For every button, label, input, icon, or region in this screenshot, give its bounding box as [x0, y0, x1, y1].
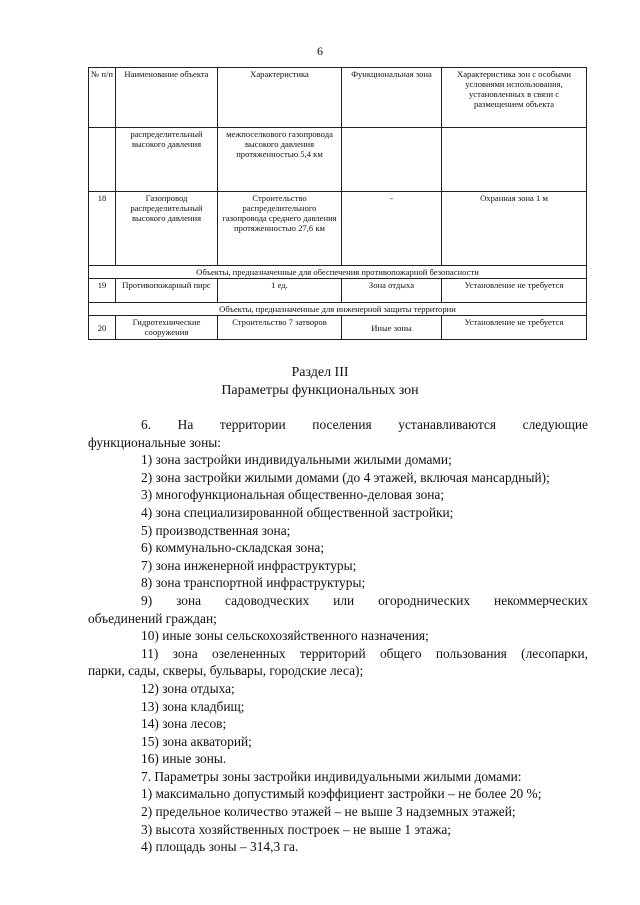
section-engineering-protection: Объекты, предназначенные для инженерной защиты территории — [89, 303, 587, 316]
list-item: 15) зона акваторий; — [141, 733, 252, 749]
cell-num: 20 — [89, 316, 116, 340]
paragraph-6-line1: 6. На территории поселения устанавливаются следующие — [141, 417, 588, 432]
header-zone: Функциональная зона — [342, 68, 442, 128]
cell-name: Противопожарный пирс — [116, 279, 218, 303]
list-item: 12) зона отдыха; — [141, 680, 235, 696]
table-section-row — [89, 303, 587, 316]
table-row — [89, 128, 587, 192]
list-item: 13) зона кладбищ; — [141, 698, 245, 714]
list-item: 4) площадь зоны – 314,3 га. — [141, 839, 299, 855]
list-item: 5) производственная зона; — [141, 522, 291, 538]
list-item: 7) зона инженерной инфраструктуры; — [141, 557, 357, 573]
cell-zone: Иные зоны — [342, 316, 442, 340]
list-item: 1) максимально допустимый коэффициент застройки – не более 20 %; — [141, 786, 542, 802]
cell-name: Газопровод распределительный высокого давления — [116, 192, 218, 266]
list-item: 2) зона застройки жилыми домами (до 4 этажей, включая мансардный); — [141, 469, 550, 485]
cell-special: Установление не требуется — [442, 316, 587, 340]
cell-characteristic: Строительство распределительного газопровода среднего давления протяженностью 27,6 км — [218, 192, 342, 266]
list-item: 2) предельное количество этажей – не выше 3 надземных этажей; — [141, 804, 516, 820]
list-item: 4) зона специализированной общественной застройки; — [141, 504, 454, 520]
header-special-conditions: Характеристика зон с особыми условиями использования, установленных в связи с размещением объекта — [442, 68, 587, 128]
section-fire-safety: Объекты, предназначенные для обеспечения противопожарной безопасности — [89, 266, 587, 279]
header-characteristic: Характеристика — [218, 68, 342, 128]
cell-special: Установление не требуется — [442, 279, 587, 303]
header-name: Наименование объекта — [116, 68, 218, 128]
list-item: 6) коммунально-складская зона; — [141, 540, 325, 556]
cell-characteristic: 1 ед. — [218, 279, 342, 303]
list-item: 9) зона садоводческих или огороднических некоммерческих — [141, 592, 588, 608]
paragraph-6-line2: функциональные зоны: — [88, 434, 221, 450]
list-item: 3) высота хозяйственных построек – не выше 1 этажа; — [141, 821, 452, 837]
list-item-continuation: парки, сады, скверы, бульвары, городские леса); — [88, 663, 364, 679]
section-subtitle: Параметры функциональных зон — [221, 383, 419, 398]
cell-characteristic: межпоселкового газопровода высокого давления протяженностью 5,4 км — [218, 128, 342, 192]
list-item: 11) зона озелененных территорий общего пользования (лесопарки, — [141, 645, 588, 661]
list-item: 14) зона лесов; — [141, 716, 227, 732]
header-num: № п/п — [89, 68, 116, 128]
cell-num: 19 — [89, 279, 116, 303]
objects-table — [88, 67, 587, 340]
section-heading — [0, 364, 640, 400]
list-item-continuation: объединений граждан; — [88, 610, 217, 626]
list-item: 10) иные зоны сельскохозяйственного назначения; — [141, 628, 429, 644]
cell-special — [442, 128, 587, 192]
cell-zone: - — [342, 192, 442, 266]
cell-name: распределительный высокого давления — [116, 128, 218, 192]
list-item: 1) зона застройки индивидуальными жилыми домами; — [141, 452, 452, 468]
cell-special: Охранная зона 1 м — [442, 192, 587, 266]
cell-zone — [342, 128, 442, 192]
cell-zone: Зона отдыха — [342, 279, 442, 303]
cell-num — [89, 128, 116, 192]
cell-name: Гидротехнические сооружения — [116, 316, 218, 340]
table-row — [89, 192, 587, 266]
section-title: Раздел III — [291, 365, 349, 380]
list-item: 16) иные зоны. — [141, 751, 227, 767]
list-item: 8) зона транспортной инфраструктуры; — [141, 575, 366, 591]
table-section-row — [89, 266, 587, 279]
body-text — [88, 416, 588, 856]
table-header-row — [89, 68, 587, 128]
table-row — [89, 316, 587, 340]
list-item: 3) многофункциональная общественно-деловая зона; — [141, 487, 445, 503]
page-number: 6 — [317, 44, 323, 58]
table-row — [89, 279, 587, 303]
cell-characteristic: Строительство 7 затворов — [218, 316, 342, 340]
cell-num: 18 — [89, 192, 116, 266]
paragraph-7: 7. Параметры зоны застройки индивидуальными жилыми домами: — [141, 768, 522, 784]
